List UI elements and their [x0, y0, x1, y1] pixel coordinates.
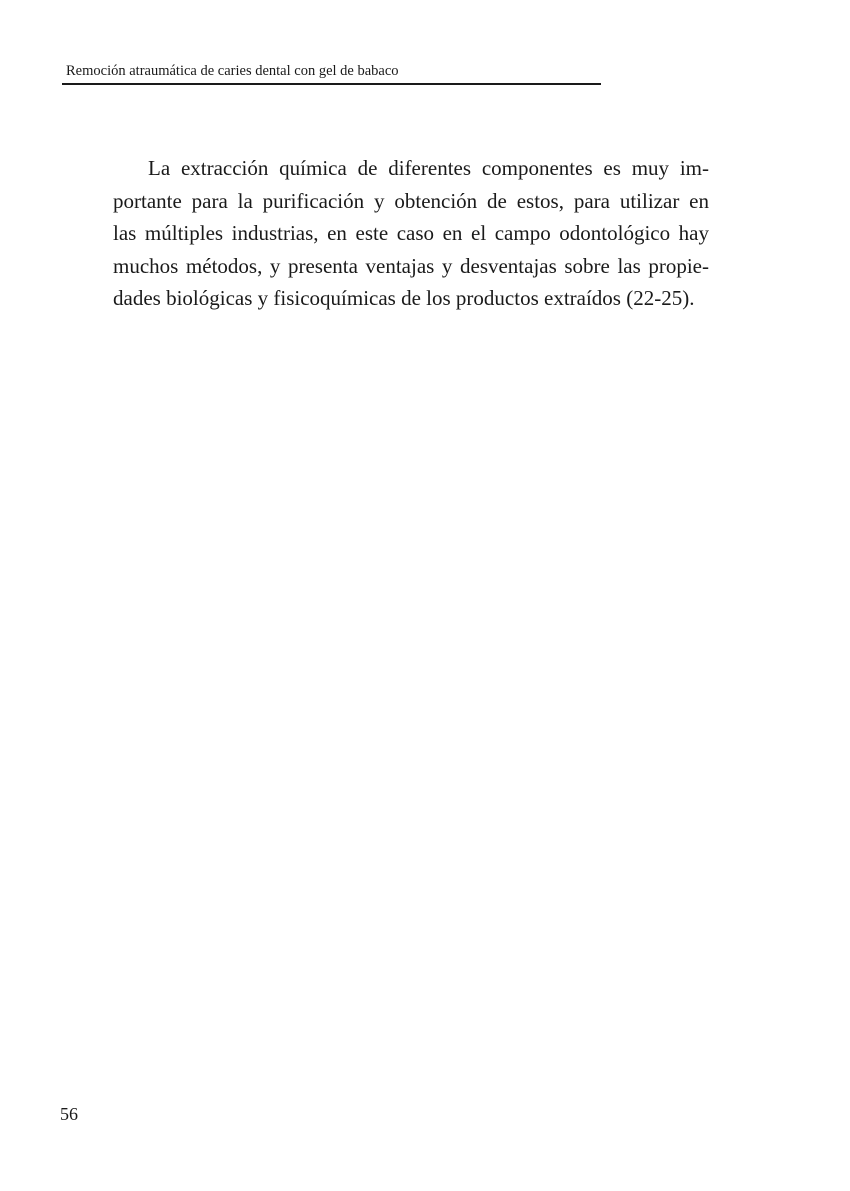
running-head-title: Remoción atraumática de caries dental con gel de babaco — [66, 63, 399, 79]
page-number: 56 — [60, 1104, 78, 1124]
paragraph-line: muchos métodos, y presenta ventajas y desventajas sobre las propie- — [113, 253, 709, 278]
paragraph-line: La extracción química de diferentes componentes es muy im- — [148, 156, 709, 180]
paragraph-line: las múltiples industrias, en este caso en el campo odontológico hay — [113, 221, 709, 245]
paragraph-line: portante para la purificación y obtención de estos, para utilizar en — [113, 188, 709, 213]
body-paragraph — [113, 152, 709, 315]
paragraph-line: dades biológicas y fisicoquímicas de los productos extraídos (22-25). — [113, 286, 695, 310]
header-rule — [62, 83, 601, 85]
